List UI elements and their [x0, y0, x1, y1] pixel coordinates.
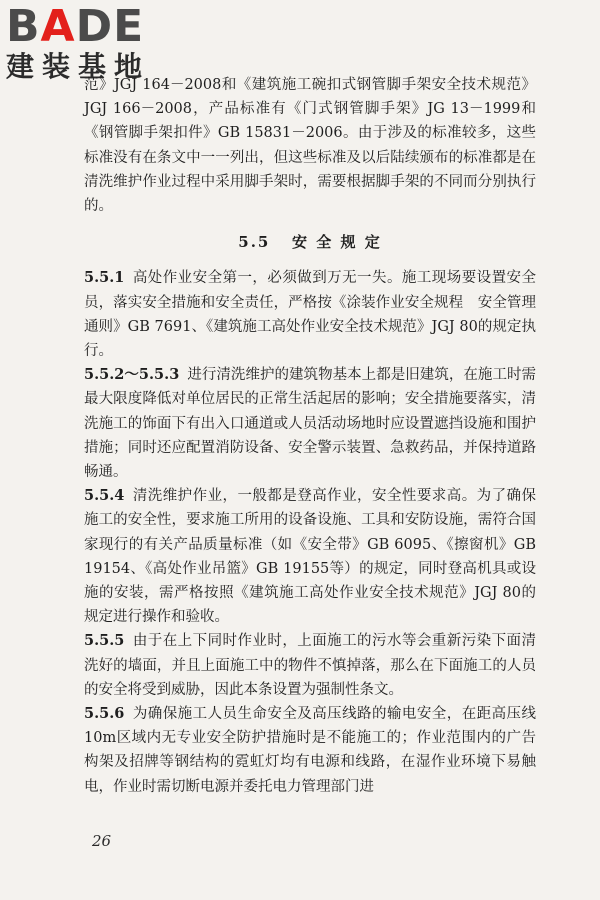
clause-number: 5.5.4	[84, 487, 125, 505]
clause-number: 5.5.6	[84, 705, 125, 723]
section-number: 5.5	[238, 233, 271, 252]
clause-number: 5.5.2～5.5.3	[84, 366, 180, 384]
page-number: 26	[92, 832, 112, 850]
clause-paragraph	[84, 484, 536, 629]
section-heading	[84, 230, 536, 254]
intro-paragraph: 范》JGJ 164－2008和《建筑施工碗扣式钢管脚手架安全技术规范》JGJ 166－2008，产品标准有《门式钢管脚手架》JG 13－1999和《钢管脚手架扣件》GB 15831－2006。由于涉及的标准较多，这些标准没有在条文中一一列出，但这些标准及以后陆续颁布的标准都是在清洗维护作业过程中采用脚手架时，需要根据脚手架的不同而分别执行的。	[84, 77, 536, 215]
clause-paragraph	[84, 629, 536, 702]
logo-subtitle: 建装基地	[6, 50, 151, 83]
clause-paragraph	[84, 363, 536, 484]
logo-wordmark: BADE	[6, 1, 145, 52]
clause-number: 5.5.5	[84, 632, 125, 650]
page-body	[84, 73, 536, 799]
clause-number: 5.5.1	[84, 269, 125, 287]
logo-accent-letter: A	[40, 1, 76, 52]
clause-text: 清洗维护作业，一般都是登高作业，安全性要求高。为了确保施工的安全性，要求施工所用的设备设施、工具和安防设施，需符合国家现行的有关产品质量标准（如《安全带》GB 6095、《擦窗机》GB 19154、《高处作业吊篮》GB 19155等）的规定，同时登高机具或设施的安装，需严格按照《建筑施工高处作业安全技术规范》JGJ 80的规定进行操作和验收。	[84, 488, 536, 626]
clause-paragraph	[84, 266, 536, 363]
clause-text: 高处作业安全第一，必须做到万无一失。施工现场要设置安全员，落实安全措施和安全责任，严格按《涂装作业安全规程 安全管理通则》GB 7691、《建筑施工高处作业安全技术规范》JGJ 80的规定执行。	[84, 270, 536, 360]
clause-text: 为确保施工人员生命安全及高压线路的输电安全，在距高压线10m区域内无专业安全防护措施时是不能施工的；作业范围内的广告构架及招牌等钢结构的霓虹灯均有电源和线路，在湿作业环境下易触电，作业时需切断电源并委托电力管理部门进	[84, 706, 536, 795]
clause-paragraph	[84, 702, 536, 799]
section-title: 安 全 规 定	[292, 233, 382, 252]
clause-text: 进行清洗维护的建筑物基本上都是旧建筑，在施工时需最大限度降低对单位居民的正常生活起居的影响；安全措施要落实，清洗施工的饰面下有出入口通道或人员活动场地时应设置遮挡设施和围护措施；同时还应配置消防设备、安全警示装置、急救药品，并保持道路畅通。	[84, 367, 537, 481]
logo	[6, 1, 176, 83]
clause-text: 由于在上下同时作业时，上面施工的污水等会重新污染下面清洗好的墙面，并且上面施工中的物件不慎掉落，那么在下面施工的人员的安全将受到威胁，因此本条设置为强制性条文。	[84, 633, 536, 698]
